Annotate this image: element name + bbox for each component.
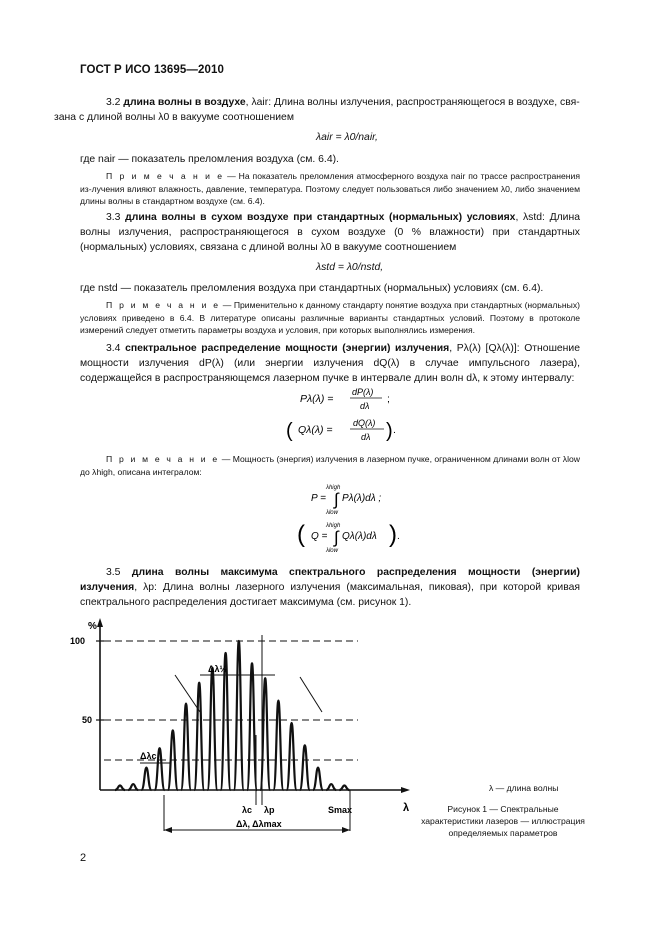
- definition-text: , λp: Длина волны лазерного излучения (максимальная, пиковая), при которой кривая спектрального распределения достигает максимума (см. рисунок 1).: [80, 582, 580, 608]
- spectrum-peaks: [115, 641, 349, 790]
- y-tick-100: 100: [70, 636, 86, 646]
- term-symbol: , λair:: [245, 97, 274, 108]
- note-label: П р и м е ч а н и е: [106, 300, 221, 310]
- spectrum-peak: [234, 641, 244, 790]
- section-number: 3.2: [106, 97, 121, 108]
- spectrum-peak: [207, 668, 217, 790]
- dl-total-label: Δλ, Δλmax: [236, 819, 282, 829]
- formula-spectral: [286, 383, 420, 453]
- note-3-4: [80, 453, 580, 478]
- formula-integrals: [297, 480, 410, 560]
- note-text: — Мощность (энергия) излучения в лазерном пучке, ограниченном длинами волн от λlow до λhigh, описана интегралом:: [80, 454, 580, 477]
- i2-body: Qλ(λ)dλ: [342, 531, 377, 542]
- definition-text-cont: зана с длиной волны λ0 в вакууме соотношением: [54, 112, 294, 123]
- dl-total-arrow-right: [342, 827, 350, 833]
- y-unit-label: %: [88, 621, 97, 632]
- dl-half-label: Δλ½: [208, 664, 227, 674]
- i2-close-paren: ): [389, 521, 397, 548]
- note-label: П р и м е ч а н и е: [106, 454, 220, 464]
- definition-text: , λstd: Длина волны излучения, распространяющегося в сухом воздухе (0 % влажности) при стандартных (нормальных) условиях, связана с длиной волны λ0 в вакууме соотношением: [80, 212, 581, 253]
- i1-body: Pλ(λ)dλ ;: [342, 493, 382, 504]
- section-3-3: [80, 210, 580, 255]
- spectrum-peak: [300, 745, 310, 790]
- f1-denominator: dλ: [360, 401, 370, 411]
- where-nair: где nair — показатель преломления воздуха (см. 6.4).: [80, 154, 339, 165]
- dl-half-pointer-right: [300, 677, 322, 712]
- formula-air: λair = λ0/nair,: [316, 132, 378, 143]
- i2-upper-limit: λhigh: [326, 523, 341, 529]
- dl-c-label: Δλc: [140, 751, 157, 761]
- i2-lhs: Q =: [311, 531, 328, 542]
- spectrum-peak: [141, 768, 151, 790]
- f2-close-paren: ): [386, 420, 393, 442]
- i1-upper-limit: λhigh: [326, 485, 341, 491]
- f1-tail: ;: [387, 393, 390, 405]
- figure-1-spectrum: [60, 615, 420, 845]
- f2-numerator: dQ(λ): [353, 418, 376, 428]
- definition-text: , Pλ(λ) [Qλ(λ)]: Отношение мощности излучения dP(λ) (или энергии излучения dQ(λ) в случае импульсного лазера), содержащейся в распространяющемся лазерном пучке в интервале длин волн dλ, к этому интервалу:: [80, 343, 581, 384]
- spectrum-peak: [181, 704, 191, 790]
- where-nstd: где nstd — показатель преломления воздуха при стандартных (нормальных) условиях (см. 6.4).: [80, 283, 544, 294]
- s-max-label: Smax: [328, 805, 353, 815]
- y-tick-50: 50: [82, 715, 93, 725]
- term: длина волны в сухом воздухе при стандартных (нормальных) условиях: [125, 212, 516, 223]
- f1-numerator: dP(λ): [352, 387, 374, 397]
- figure-legend: λ — длина волны: [489, 783, 559, 793]
- y-axis-arrow: [97, 618, 103, 627]
- term: длина волны в воздухе: [123, 97, 246, 108]
- spectrum-peak: [313, 768, 323, 790]
- dl-total-arrow-left: [164, 827, 172, 833]
- section-3-5: [80, 565, 580, 610]
- section-number: 3.4: [106, 343, 121, 354]
- f2-open-paren: (: [286, 420, 293, 442]
- document-header: ГОСТ Р ИСО 13695—2010: [80, 64, 225, 76]
- lam-p-label: λp: [264, 805, 275, 815]
- i1-integral-sign: ∫: [334, 490, 339, 509]
- formula-std: λstd = λ0/nstd,: [316, 262, 384, 273]
- spectrum-peak: [194, 683, 204, 790]
- term: спектральное распределение мощности (энергии) излучения: [125, 343, 450, 354]
- i2-open-paren: (: [297, 521, 305, 548]
- note-3-2: [80, 170, 580, 208]
- section-number: 3.3: [106, 212, 121, 223]
- i2-integral-sign: ∫: [334, 528, 339, 547]
- figure-caption: Рисунок 1 — Спектральные характеристики лазеров — иллюстрация определяемых параметров: [421, 804, 585, 838]
- note-text: — Применительно к данному стандарту понятие воздуха при стандартных (нормальных) условиях приведено в 6.4. В литературе описаны различные варианты стандартных условий. Поэтому в протоколе измерений следует отметить параметры воздуха и условия, при которых выполнялись измерения.: [80, 300, 580, 336]
- note-text: — На показатель преломления атмосферного воздуха nair по трассе распространения из-лучения влияют влажность, давление, температура. Поэтому следует пользоваться либо значением λ0, либо значением длины волны в стандартном воздухе (см. 6.4).: [80, 171, 580, 207]
- x-axis-arrow: [401, 787, 410, 793]
- lam-c-label: λc: [242, 805, 253, 815]
- definition-text: Длина волны излучения, распространяющегося в воздухе, свя-: [273, 97, 580, 108]
- i2-tail: .: [397, 531, 400, 542]
- spectrum-peak: [326, 784, 336, 790]
- section-3-2: [54, 95, 580, 125]
- i2-lower-limit: λlow: [326, 548, 338, 554]
- i1-lower-limit: λlow: [326, 510, 338, 516]
- f2-denominator: dλ: [361, 432, 371, 442]
- term: длина волны максимума спектрального распределения мощности (энергии) излучения: [80, 567, 580, 593]
- spectrum-peak: [273, 701, 283, 790]
- f2-lhs: Qλ(λ) =: [298, 424, 333, 436]
- i1-lhs: P =: [311, 493, 326, 504]
- f2-tail: .: [393, 424, 396, 436]
- spectrum-peak: [287, 723, 297, 790]
- section-3-4: [80, 341, 580, 386]
- note-label: П р и м е ч а н и е: [106, 171, 225, 181]
- spectrum-peak: [128, 784, 138, 790]
- f1-lhs: Pλ(λ) =: [300, 393, 334, 405]
- x-axis-label: λ: [403, 802, 410, 814]
- note-3-3: [80, 299, 580, 337]
- section-number: 3.5: [106, 567, 121, 578]
- page-number: 2: [80, 852, 87, 864]
